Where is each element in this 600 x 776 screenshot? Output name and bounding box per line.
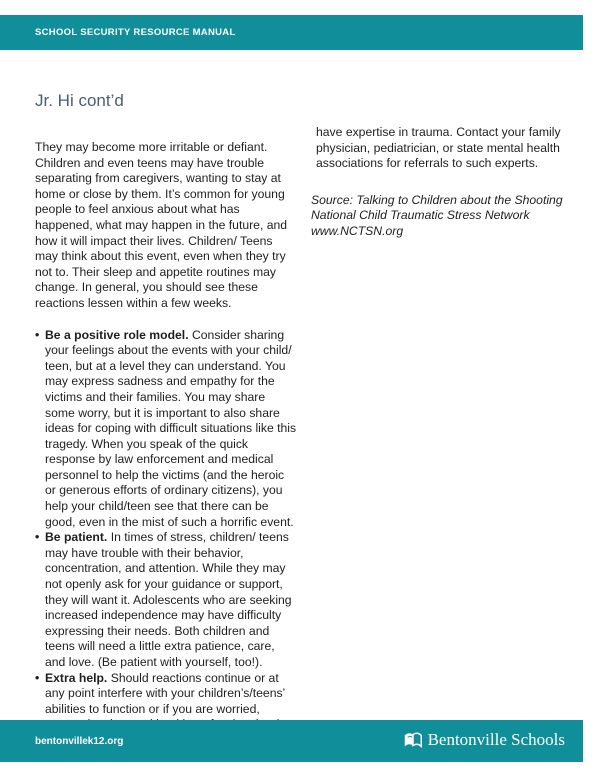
bullet-text: In times of stress, children/ teens may have trouble with their behavior, concentration, and attention. While they may not openly ask for your guidance or support, they will want it. Adolescents who are seeking increased independence may have difficulty expressing their needs. Both children and teens will need a little extra patience, care, and love. (Be patient with yourself, too!). (45, 530, 292, 669)
intro-paragraph: They may become more irritable or defiant. Children and even teens may have trouble separating from caregivers, wanting to stay at home or close by them. It’s common for young people to feel anxious about what has happened, what may happen in the future, and how it will impact their lives. Children/ Teens may think about this event, even when they try not to. Their sleep and appetite routines may change. In general, you should see these reactions lessen within a few weeks. (35, 140, 288, 310)
bullet-text: Consider sharing your feelings about the events with your child/ teen, but at a level they can understand. You may express sadness and empathy for the victims and their families. You may share some worry, but it is important to also share ideas for coping with difficult situations like this tragedy. When you speak of the quick response by law enforcement and medical personnel to help the victims (and the heroic or generous efforts of ordinary citizens), you help your child/teen see that there can be good, even in the mist of such a horrific event. (45, 327, 297, 529)
page-footer (0, 720, 583, 762)
source-line-2: National Child Traumatic Stress Network (311, 208, 530, 223)
bullet-heading: Extra help. (45, 670, 108, 685)
bullet-heading: Be a positive role model. (45, 327, 189, 342)
bullet-text: Should reactions continue or at any point interfere with your children’s/teens’ abilities to function or if you are worried, (45, 670, 285, 716)
source-line-1: Source: Talking to Children about the Shooting (311, 192, 563, 207)
logo-text: Bentonville Schools (427, 730, 565, 749)
section-title: Jr. Hi cont’d (35, 91, 124, 110)
bullet-heading: Be patient. (45, 530, 108, 545)
tips-list (35, 328, 297, 733)
open-book-icon (402, 729, 424, 751)
header-title: SCHOOL SECURITY RESOURCE MANUAL (35, 27, 236, 38)
left-column (35, 140, 297, 733)
source-citation (311, 193, 579, 240)
website-link[interactable]: bentonvillek12.org (35, 736, 124, 747)
list-item (35, 530, 297, 670)
source-url[interactable]: www.NCTSN.org (311, 223, 404, 238)
page-header (0, 15, 583, 50)
list-item (35, 328, 297, 531)
continued-paragraph: have expertise in trauma. Contact your family physician, pediatrician, or state mental health associations for referrals to such experts. (316, 125, 561, 171)
right-column (311, 125, 579, 240)
district-logo (402, 729, 565, 751)
